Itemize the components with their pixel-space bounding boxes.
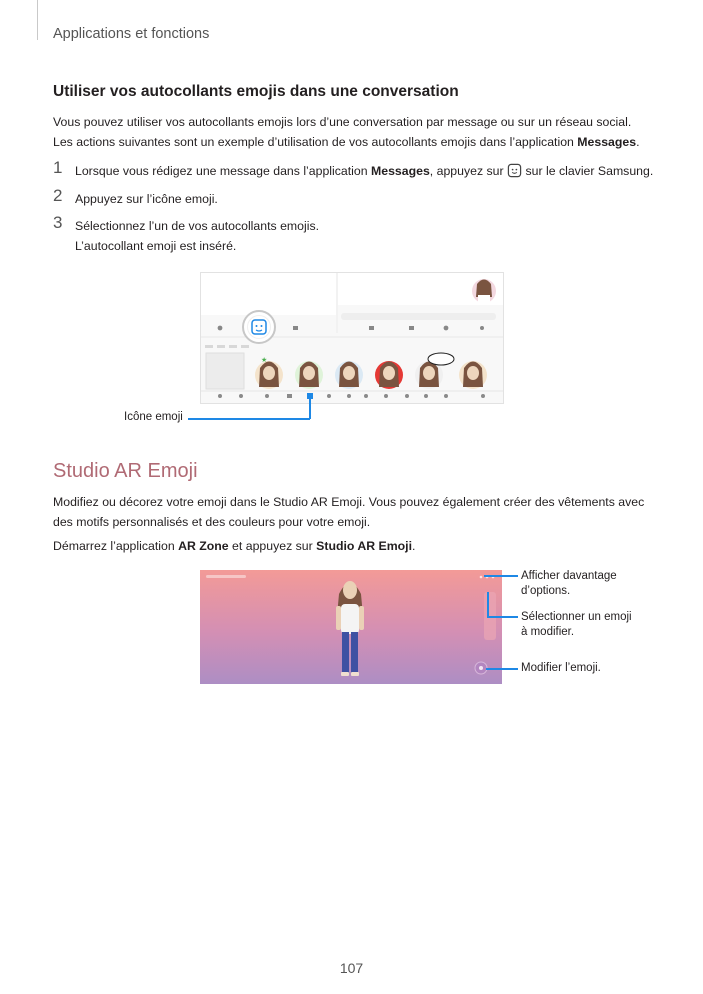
section-title-stickers: Utiliser vos autocollants emojis dans une conversation	[53, 83, 459, 100]
studio-ar-emoji-illustration	[200, 570, 502, 684]
step-1-part-b: , appuyez sur	[429, 164, 508, 178]
intro-bold-messages: Messages	[577, 135, 637, 149]
select-emoji-leader	[487, 616, 518, 618]
emoji-callout-leader-vertical	[309, 399, 311, 419]
sticker-icon	[507, 163, 522, 178]
step-1-number: 1	[53, 158, 63, 177]
section-title-studio: Studio AR Emoji	[53, 460, 198, 482]
step-1-text	[75, 161, 653, 181]
intro-end: .	[636, 135, 640, 149]
edit-emoji-leader	[486, 668, 518, 670]
step-1-part-a: Lorsque vous rédigez une message dans l’application	[75, 164, 371, 178]
studio-paragraph: Modifiez ou décorez votre emoji dans le Studio AR Emoji. Vous pouvez également créer des vêtements avec des motifs personnalisés et des couleurs pour votre emoji.	[53, 495, 645, 529]
step-3-result: L’autocollant emoji est inséré.	[75, 239, 237, 253]
svg-text:★: ★	[261, 357, 268, 364]
emoji-callout-leader	[188, 418, 310, 420]
more-options-line1: Afficher davantage	[521, 570, 617, 582]
more-options-callout	[521, 569, 617, 599]
launch-text-a: Démarrez l’application	[53, 539, 179, 553]
select-emoji-leader-vertical	[487, 592, 489, 616]
step-1-part-c: sur le clavier Samsung.	[522, 164, 654, 178]
page-number: 107	[339, 960, 364, 976]
sticker-keyboard-illustration	[201, 273, 503, 403]
running-title: Applications et fonctions	[53, 26, 210, 42]
step-2-text: Appuyez sur l’icône emoji.	[75, 192, 218, 206]
intro-text: Vous pouvez utiliser vos autocollants emojis lors d’une conversation par message ou sur un réseau social. Les actions suivantes sont un exemple d’utilisation de vos autocollants emojis dans l’application	[53, 115, 632, 149]
select-emoji-line1: Sélectionner un emoji	[521, 611, 632, 623]
emoji-icon-callout: Icône emoji	[124, 411, 183, 423]
step-2-number: 2	[53, 186, 63, 205]
select-emoji-callout	[521, 610, 632, 640]
step-1-bold: Messages	[371, 164, 430, 178]
step-3-text: Sélectionnez l’un de vos autocollants emojis.	[75, 219, 320, 233]
more-options-line2: d’options.	[521, 585, 571, 597]
launch-text-c: et appuyez sur	[228, 539, 317, 553]
more-options-leader	[484, 575, 518, 577]
edit-emoji-callout: Modifier l’emoji.	[521, 662, 601, 674]
intro-paragraph	[53, 112, 653, 152]
side-rule	[37, 0, 38, 40]
launch-bold-arzone: AR Zone	[178, 539, 229, 553]
launch-text-d: .	[412, 539, 416, 553]
step-3-number: 3	[53, 213, 63, 232]
sticker-keyboard-screenshot	[200, 272, 504, 404]
studio-launch-instruction	[53, 536, 653, 556]
launch-bold-studio: Studio AR Emoji	[316, 539, 413, 553]
select-emoji-line2: à modifier.	[521, 626, 575, 638]
studio-ar-emoji-screenshot	[200, 570, 502, 684]
